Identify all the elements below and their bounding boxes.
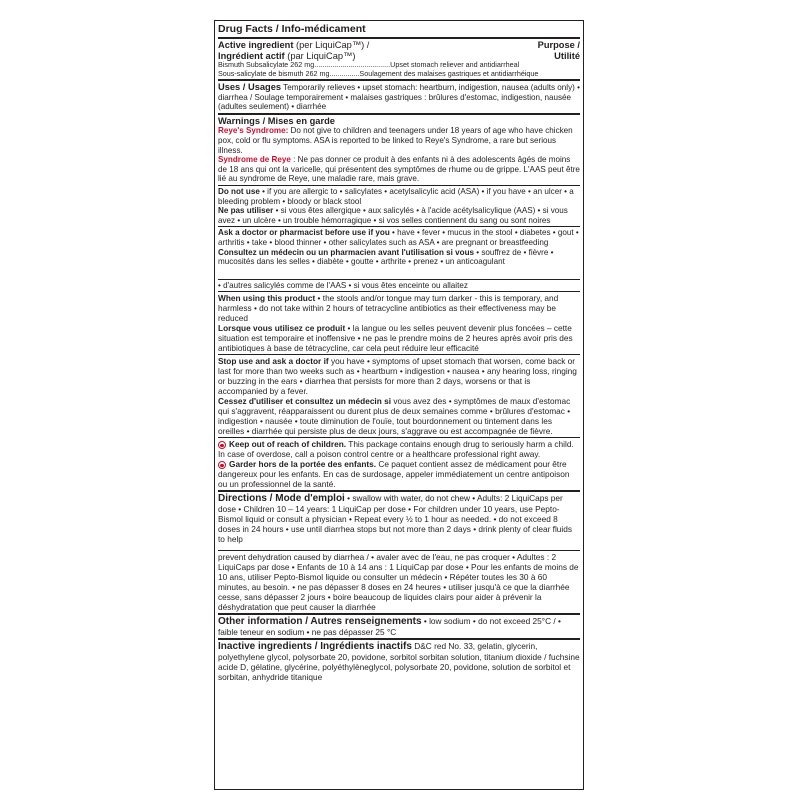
inactive bbox=[218, 641, 580, 682]
reye-fr-text: : Ne pas donner ce produit à des enfants ni à des adolescents âgés de moins de 18 ans qui ont la varicelle, qui présentent des symptômes de rhume ou de grippe. L'AAS peut être lié au syndrome de Reye, une maladie rare, mais grave. bbox=[218, 155, 580, 184]
directions-continued: prevent dehydration caused by diarrhea / • avaler avec de l'eau, ne pas croquer • Adultes : 2 LiquiCaps par dose • Enfants de 10 à 14 ans : 1 LiquiCap par dose • Pour les enfants de moins de 10 ans, utiliser Pepto-Bismol liquide ou consulter un médecin • Répéter toutes les 30 à 60 minutes, au besoin. • ne pas dépasser 8 doses en 24 heures • utiliser jusqu'à ce que la diarrhée cesse, sans dépasser 2 jours • boire beaucoup de liquides clairs pour aider à prévenir la déshydratation que peut causer la diarrhée bbox=[218, 552, 579, 613]
inactive-text: D&C red No. 33, gelatin, glycerin, polyethylene glycol, polysorbate 20, povidone, sorbitol sorbitan solution, titanium dioxide / fuchsine acide D, gélatine, glycérine, polyéthylèneglycol, polysorbate 20, povidone, solution de sorbitol et sorbitan, anhydride titanique bbox=[218, 641, 580, 683]
other-info bbox=[218, 616, 580, 637]
directions-section bbox=[218, 490, 580, 545]
do-not-use-section bbox=[218, 185, 580, 226]
drug-facts-panel bbox=[214, 20, 584, 790]
purpose-fr: Utilité bbox=[554, 50, 580, 61]
when-using-label: When using this product bbox=[218, 293, 316, 304]
stop-use-text: you have • symptoms of upset stomach that worsen, come back or last for more than two weeks such as • heartburn • indigestion • nausea • any hearing loss, ringing or buzzing in the ears • diarrhea that persists for more than 2 days, worsens or that is accompanied by a fever. bbox=[218, 356, 577, 397]
garder-hors-text: Ce paquet contient assez de médicament pour être dangereux pour les enfants. En cas de surdosage, appeler immédiatement un centre antipoison ou un professionnel de la santé. bbox=[218, 459, 570, 490]
ne-pas-utiliser bbox=[218, 206, 580, 225]
purpose-en: Purpose / bbox=[537, 40, 580, 50]
active-heading-fr: Ingrédient actif bbox=[218, 50, 285, 61]
ne-pas-utiliser-text: • si vous êtes allergique • aux salicylés • à l'acide acétylsalicylique (AAS) • si vous avez • un ulcère • un trouble hémorragique • si vos selles contiennent du sang ou sont noires bbox=[218, 206, 568, 225]
panel-title: Drug Facts / Info-médicament bbox=[218, 23, 366, 35]
keep-out-section bbox=[218, 437, 580, 490]
inactive-heading: Inactive ingredients / Ingrédients inactifs bbox=[218, 641, 412, 653]
reye-en-label: Reye's Syndrome: bbox=[218, 126, 289, 136]
active-heading-en: Active ingredient bbox=[218, 40, 294, 50]
active-heading-en-note: (per LiquiCap™) / bbox=[293, 40, 370, 50]
uses-section bbox=[218, 79, 580, 113]
when-using-text: • the stools and/or tongue may turn darker - this is temporary, and harmless • do not take within 2 hours of tetracycline antibiotics as their effectiveness may be reduced bbox=[218, 293, 559, 324]
directions bbox=[218, 493, 580, 544]
purpose-heading bbox=[538, 40, 580, 61]
ask-doctor-text: • have • fever • mucus in the stool • diabetes • gout • arthritis • take • blood thinner • other salicylates such as ASA • are pregnant or breastfeeding bbox=[218, 228, 579, 247]
keep-out-text: This package contains enough drug to seriously harm a child. In case of overdose, call a poison control centre or a healthcare professional right away. bbox=[218, 439, 574, 460]
warnings-continued-section bbox=[218, 279, 580, 292]
uses-text: Temporarily relieves • upset stomach: heartburn, indigestion, nausea (adults only) • diarrhea / Soulage temporairement • malaises gastriques : brûlures d'estomac, indigestion, nausée (adultes seulement) • diarrhée bbox=[218, 83, 580, 112]
lorsque-text: • la langue ou les selles peuvent devenir plus foncées – cette situation est temporaire et inoffensive • ne pas le prendre moins de 2 heures après avoir pris des antibiotiques à base de tétracycline, car cela peut réduire leur efficacité bbox=[218, 323, 573, 354]
active-line-fr: Sous-salicylate de bismuth 262 mg...............Soulagement des malaises gastriques et antidiarrhéique bbox=[218, 69, 539, 78]
consultez-continued: • d'autres salicylés comme de l'AAS • si vous êtes enceinte ou allaitez bbox=[218, 280, 468, 290]
active-line-en: Bismuth Subsalicylate 262 mg......................................Upset stomach reliever and antidiarrheal bbox=[218, 61, 520, 69]
inactive-section bbox=[218, 638, 580, 683]
ask-doctor-section bbox=[218, 226, 580, 267]
cessez-text: vous avez des • symptômes de maux d'estomac qui s'aggravent, réapparaissent ou durent plus de deux semaines comme • brûlures d'estomac • indigestion • nausée • toute diminution de l'ouïe, tout bourdonnement ou tintement dans les oreilles • diarrhée qui persiste plus de deux jours, s'aggrave ou est accompagnée de fièvre. bbox=[218, 396, 571, 437]
warnings-heading: Warnings / Mises en garde bbox=[218, 115, 335, 126]
other-info-heading: Other information / Autres renseignements bbox=[218, 616, 422, 628]
panel-gap bbox=[218, 268, 580, 279]
stop-sign-icon bbox=[218, 461, 226, 469]
uses-heading: Uses / Usages bbox=[218, 82, 282, 93]
do-not-use bbox=[218, 187, 580, 206]
lorsque bbox=[218, 323, 580, 353]
reye-fr-label: Syndrome de Reye bbox=[218, 155, 291, 165]
do-not-use-label: Do not use bbox=[218, 187, 260, 197]
directions-heading: Directions / Mode d'emploi bbox=[218, 493, 345, 505]
stop-use bbox=[218, 356, 580, 396]
cessez-label: Cessez d'utiliser et consultez un médecin si bbox=[218, 396, 392, 407]
when-using bbox=[218, 293, 580, 323]
garder-hors-label: Garder hors de la portée des enfants. bbox=[229, 459, 377, 470]
consultez bbox=[218, 248, 580, 267]
reye-fr bbox=[218, 155, 580, 184]
uses-text-block bbox=[218, 82, 580, 112]
warnings-section bbox=[218, 113, 580, 185]
other-info-section bbox=[218, 613, 580, 638]
consultez-label: Consultez un médecin ou un pharmacien avant l'utilisation si vous bbox=[218, 247, 475, 257]
stop-use-section bbox=[218, 354, 580, 437]
other-info-text: • low sodium • do not exceed 25°C / • faible teneur en sodium • ne pas dépasser 25 °C bbox=[218, 616, 561, 638]
do-not-use-text: • if you are allergic to • salicylates • acetylsalicylic acid (ASA) • if you have • an ulcer • a bleeding problem • bloody or black stool bbox=[218, 187, 574, 206]
keep-out-label: Keep out of reach of children. bbox=[229, 439, 347, 450]
ask-doctor bbox=[218, 228, 580, 247]
ne-pas-utiliser-label: Ne pas utiliser bbox=[218, 206, 274, 216]
active-ingredient-section bbox=[218, 37, 580, 79]
stop-sign-icon bbox=[218, 441, 226, 449]
when-using-section bbox=[218, 291, 580, 354]
ask-doctor-label: Ask a doctor or pharmacist before use if you bbox=[218, 228, 390, 238]
consultez-text: • souffrez de • fièvre • mucosités dans les selles • diabète • goutte • arthrite • prenez • un anticoagulant bbox=[218, 247, 554, 267]
reye-en-text: Do not give to children and teenagers under 18 years of age who have chicken pox, cold or flu symptoms. ASA is reported to be linked to Reye's Syndrome, a rare but serious illness. bbox=[218, 126, 573, 155]
reye-en bbox=[218, 126, 580, 155]
directions-continued-section bbox=[218, 550, 580, 613]
active-ingredient-heading bbox=[218, 40, 369, 61]
cessez bbox=[218, 396, 580, 436]
directions-text: • swallow with water, do not chew • Adults: 2 LiquiCaps per dose • Children 10 – 14 years: 1 LiquiCap per dose • For children under 10 years, use Pepto-Bismol liquid or consult a physician • Repeat every ½ to 1 hour as needed. • do not exceed 8 doses in 24 hours • use until diarrhea stops but not more than 2 days • drink plenty of clear fluids to help bbox=[218, 493, 573, 545]
stop-use-label: Stop use and ask a doctor if bbox=[218, 356, 329, 367]
lorsque-label: Lorsque vous utilisez ce produit bbox=[218, 323, 346, 334]
keep-out bbox=[218, 439, 580, 459]
active-heading-fr-note: (par LiquiCap™) bbox=[284, 50, 356, 61]
garder-hors bbox=[218, 459, 580, 489]
